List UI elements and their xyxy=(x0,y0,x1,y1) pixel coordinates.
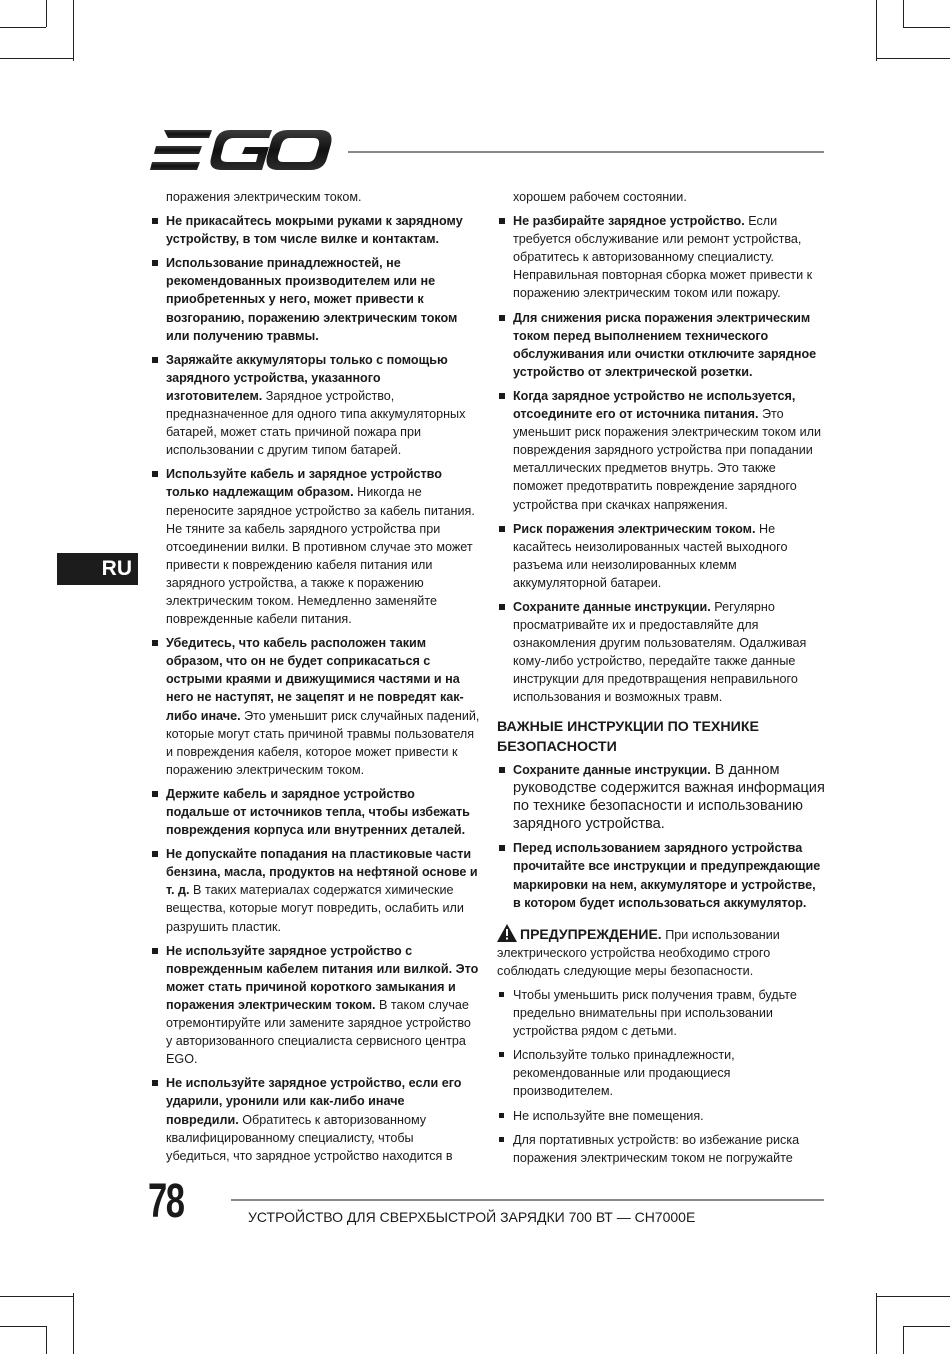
bullet-icon xyxy=(152,357,158,363)
list-item: Убедитесь, что кабель расположен таким образом, что он не будет соприкасаться с острыми краями и движущимися частями и на него не наступят, не зацепят и не повредят как-либо иначе. Это уменьшит риск случайных падений, которые могут стать причиной травмы пользователя и повреждения кабеля, которое может привести к поражению электрическим током. xyxy=(150,634,480,779)
crop-mark xyxy=(46,1326,47,1354)
bullet-icon xyxy=(499,218,505,224)
right-column xyxy=(497,188,825,1173)
crop-mark xyxy=(876,1293,877,1354)
bullet-icon xyxy=(499,1113,504,1118)
list-item: Не разбирайте зарядное устройство. Если требуется обслуживание или ремонт устройства, обратитесь к авторизованному специалисту. Неправильная повторная сборка может привести к поражению электрическим током или пожару. xyxy=(497,212,825,302)
footer-title: УСТРОЙСТВО ДЛЯ СВЕРХБЫСТРОЙ ЗАРЯДКИ 700 ВТ — CH7000E xyxy=(248,1209,696,1225)
warning-title: ПРЕДУПРЕЖДЕНИЕ. xyxy=(520,925,662,942)
crop-mark xyxy=(876,58,950,59)
list-item: Для портативных устройств: во избежание риска поражения электрическим током не погружайте xyxy=(497,1131,825,1167)
crop-mark xyxy=(903,1326,950,1327)
bullet-icon xyxy=(152,1080,158,1086)
warning-block xyxy=(497,924,825,980)
list-item: Для снижения риска поражения электрическим током перед выполнением технического обслуживания или очистки отключите зарядное устройство от электрической розетки. xyxy=(497,309,825,381)
crop-mark xyxy=(903,27,950,28)
list-item: Не прикасайтесь мокрыми руками к зарядному устройству, в том числе вилке и контактам. xyxy=(150,212,480,248)
warning-triangle-icon xyxy=(497,924,517,942)
bullet-icon xyxy=(152,640,158,646)
bullet-icon xyxy=(152,471,158,477)
list-item: Перед использованием зарядного устройства прочитайте все инструкции и предупреждающие маркировки на нем, аккумуляторе и устройстве, в котором будет использоваться аккумулятор. xyxy=(497,839,825,911)
crop-mark xyxy=(73,1293,74,1354)
ego-logo xyxy=(150,128,332,172)
bullet-icon xyxy=(152,260,158,266)
bullet-icon xyxy=(499,992,504,997)
bullet-icon xyxy=(152,948,158,954)
crop-mark xyxy=(876,0,877,61)
bullet-icon xyxy=(499,604,505,610)
bullet-icon xyxy=(499,845,505,851)
continued-text: хорошем рабочем состоянии. xyxy=(513,190,687,204)
bullet-icon xyxy=(499,1052,504,1057)
crop-mark xyxy=(0,1296,73,1297)
list-item: Сохраните данные инструкции. В данном руководстве содержится важная информация по технике безопасности и использованию зарядного устройства. xyxy=(497,761,825,834)
list-item: Когда зарядное устройство не используется, отсоедините его от источника питания. Это уменьшит риск поражения электрическим током или повреждения зарядного устройства при попадании металлических предметов внутрь. Это также поможет предотвратить повреждение зарядного устройства при скачках напряжения. xyxy=(497,387,825,514)
bullet-icon xyxy=(499,526,505,532)
crop-mark xyxy=(46,0,47,27)
header-rule xyxy=(348,151,824,153)
crop-mark xyxy=(0,58,73,59)
language-tab: RU xyxy=(57,553,138,585)
bullet-icon xyxy=(499,1137,504,1142)
list-item: Используйте только принадлежности, рекомендованные или продающиеся производителем. xyxy=(497,1046,825,1100)
list-item: Использование принадлежностей, не рекомендованных производителем или не приобретенных у него, может привести к возгоранию, поражению электрическим током или получению травмы. xyxy=(150,254,480,344)
bullet-icon xyxy=(152,851,158,857)
list-item: Сохраните данные инструкции. Регулярно просматривайте их и предоставляйте для ознакомления другим пользователям. Одалживая кому-либо устройство, передайте также данные инструкции для предотвращения неправильного использования и возможных травм. xyxy=(497,598,825,707)
list-item: Не используйте вне помещения. xyxy=(497,1107,825,1125)
bullet-icon xyxy=(152,218,158,224)
list-item: Заряжайте аккумуляторы только с помощью зарядного устройства, указанного изготовителем. Зарядное устройство, предназначенное для одного типа аккумуляторных батарей, может стать причиной пожара при использовании с другим типом батарей. xyxy=(150,351,480,460)
list-item: Риск поражения электрическим током. Не касайтесь неизолированных частей выходного разъема или неизолированных клемм аккумуляторной батареи. xyxy=(497,520,825,592)
bullet-icon xyxy=(499,393,505,399)
crop-mark xyxy=(876,1296,950,1297)
safety-instructions-list xyxy=(497,761,825,912)
right-bullet-list xyxy=(497,212,825,706)
bullet-icon xyxy=(152,791,158,797)
section-heading: ВАЖНЫЕ ИНСТРУКЦИИ ПО ТЕХНИКЕ БЕЗОПАСНОСТИ xyxy=(497,718,759,755)
list-item: Не используйте зарядное устройство, если его ударили, уронили или как-либо иначе повредили. Обратитесь к авторизованному квалифицированному специалисту, чтобы убедиться, что зарядное устройство находится в xyxy=(150,1074,480,1164)
list-item: Не используйте зарядное устройство с поврежденным кабелем питания или вилкой. Это может стать причиной короткого замыкания и поражения электрическим током. В таком случае отремонтируйте или замените зарядное устройство у авторизованного специалиста сервисного центра EGO. xyxy=(150,942,480,1069)
page-number: 78 xyxy=(148,1175,184,1228)
warning-list xyxy=(497,986,825,1167)
footer-rule xyxy=(231,1199,824,1201)
list-item: Не допускайте попадания на пластиковые части бензина, масла, продуктов на нефтяной основе и т. д. В таких материалах содержатся химические вещества, которые могут повредить, ослабить или разрушить пластик. xyxy=(150,845,480,935)
list-item: Держите кабель и зарядное устройство подальше от источников тепла, чтобы избежать повреждения корпуса или внутренних деталей. xyxy=(150,785,480,839)
crop-mark xyxy=(903,0,904,27)
crop-mark xyxy=(0,1326,46,1327)
warning-text: При использовании электрического устройства необходимо строго соблюдать следующие меры безопасности. xyxy=(497,927,780,978)
bullet-icon xyxy=(499,767,505,773)
left-bullet-list xyxy=(150,212,480,1165)
crop-mark xyxy=(73,0,74,61)
left-column xyxy=(150,188,480,1171)
bullet-icon xyxy=(499,315,505,321)
crop-mark xyxy=(903,1326,904,1354)
list-item: Используйте кабель и зарядное устройство только надлежащим образом. Никогда не переносите зарядное устройство за кабель питания. Не тяните за кабель зарядного устройства при отсоединении вилки. В противном случае это может привести к повреждению кабеля питания или зарядного устройства, а также к поражению электрическим током. Немедленно заменяйте поврежденные кабели питания. xyxy=(150,465,480,628)
list-item: Чтобы уменьшить риск получения травм, будьте предельно внимательны при использовании устройства рядом с детьми. xyxy=(497,986,825,1040)
continued-text: поражения электрическим током. xyxy=(166,190,362,204)
crop-mark xyxy=(0,27,46,28)
